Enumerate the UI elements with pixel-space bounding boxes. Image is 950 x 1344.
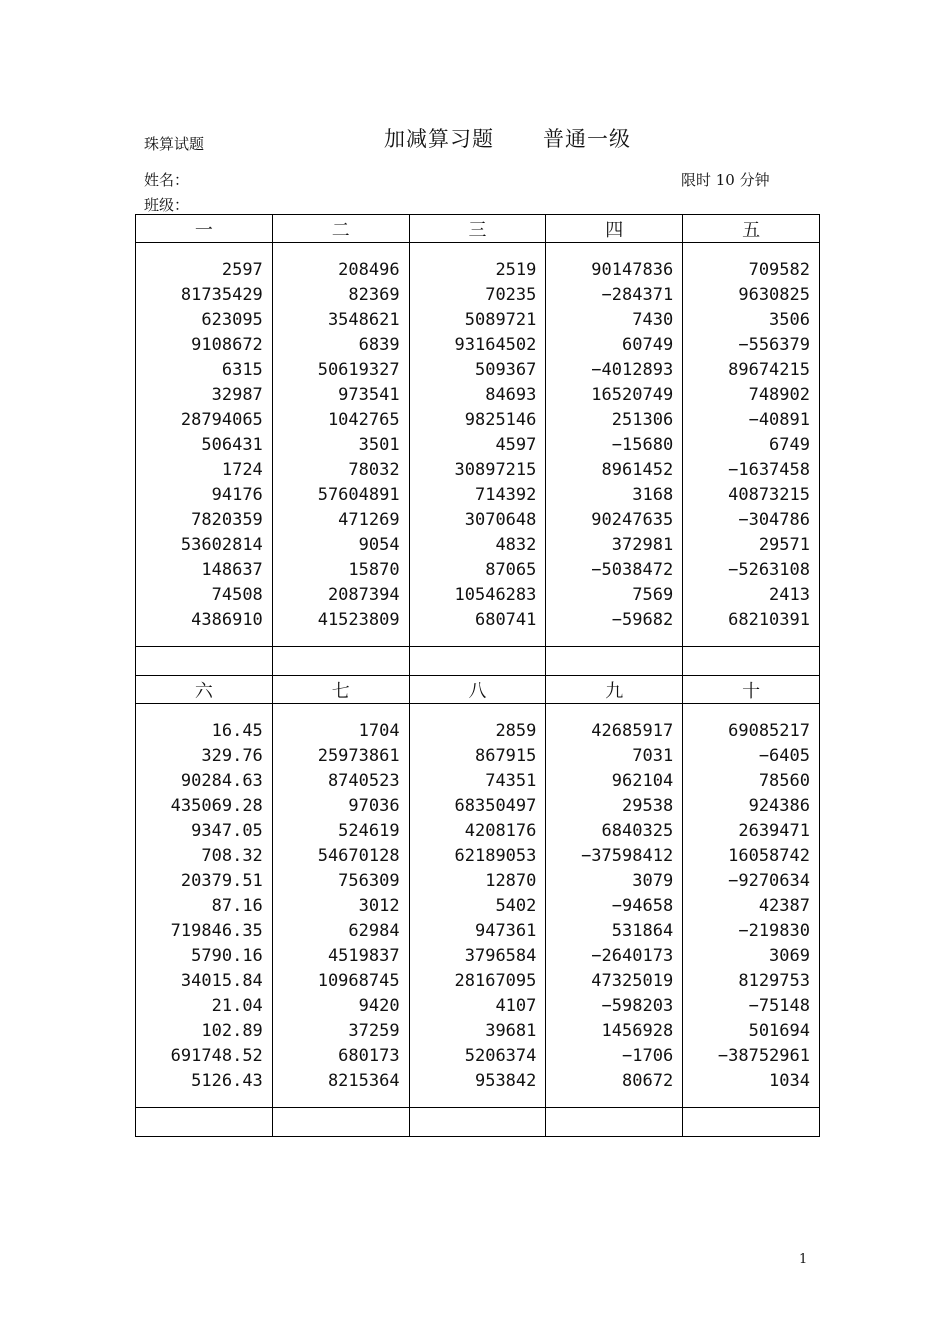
number-entry: 60749 — [622, 335, 674, 355]
number-entry: 21.04 — [211, 996, 263, 1016]
answer-cell[interactable] — [546, 647, 683, 676]
answer-cell[interactable] — [409, 647, 546, 676]
number-entry: 623095 — [201, 310, 263, 330]
number-entry: 10546283 — [454, 585, 537, 605]
number-entry: −1706 — [622, 1046, 674, 1066]
number-entry: 16.45 — [211, 721, 263, 741]
answer-cell[interactable] — [683, 647, 820, 676]
number-entry: 3079 — [632, 871, 674, 891]
number-entry: 148637 — [201, 560, 263, 580]
number-entry: 50619327 — [317, 360, 400, 380]
answer-row — [136, 1108, 820, 1137]
number-entry: 3012 — [358, 896, 400, 916]
number-entry: 3069 — [769, 946, 810, 966]
column-header: 八 — [409, 676, 546, 704]
number-entry: 506431 — [201, 435, 263, 455]
number-entry: 2413 — [769, 585, 810, 605]
problem-column — [136, 704, 272, 1094]
number-entry: 4519837 — [327, 946, 400, 966]
number-entry: 90247635 — [591, 510, 674, 530]
number-entry: 16058742 — [728, 846, 810, 866]
number-entry: 8215364 — [327, 1071, 400, 1091]
number-entry: 5790.16 — [191, 946, 263, 966]
number-entry: 62189053 — [454, 846, 537, 866]
problem-column — [273, 704, 409, 1094]
number-entry: 2519 — [495, 260, 537, 280]
number-entry: −5263108 — [728, 560, 810, 580]
number-entry: −284371 — [601, 285, 674, 305]
number-entry: 25973861 — [317, 746, 400, 766]
answer-cell[interactable] — [409, 1108, 546, 1137]
number-entry: 8740523 — [327, 771, 400, 791]
number-entry: 7430 — [632, 310, 674, 330]
number-entry: 1042765 — [327, 410, 400, 430]
number-entry: 30897215 — [454, 460, 537, 480]
number-entry: 54670128 — [317, 846, 400, 866]
number-entry: 87.16 — [211, 896, 263, 916]
class-label: 班级： — [144, 196, 190, 214]
number-entry: 74508 — [211, 585, 263, 605]
number-entry: −2640173 — [591, 946, 674, 966]
number-entry: 12870 — [485, 871, 537, 891]
problem-table-2 — [135, 675, 820, 1137]
number-entry: 947361 — [474, 921, 537, 941]
column-header-row — [136, 215, 820, 243]
number-entry: 953842 — [474, 1071, 537, 1091]
answer-cell[interactable] — [136, 647, 273, 676]
number-entry: 714392 — [474, 485, 537, 505]
number-entry: 531864 — [611, 921, 674, 941]
number-entry: 15870 — [348, 560, 400, 580]
number-entry: 32987 — [211, 385, 263, 405]
number-entry: 40873215 — [728, 485, 810, 505]
number-entry: 6839 — [358, 335, 400, 355]
page-title: 加减算习题 — [384, 127, 494, 151]
column-header: 四 — [546, 215, 683, 243]
number-entry: 47325019 — [591, 971, 674, 991]
number-entry: 680173 — [338, 1046, 400, 1066]
number-entry: 5206374 — [464, 1046, 537, 1066]
number-entry: 748902 — [748, 385, 810, 405]
number-entry: 691748.52 — [170, 1046, 263, 1066]
number-entry: −9270634 — [728, 871, 810, 891]
number-entry: 70235 — [485, 285, 537, 305]
number-entry: −4012893 — [591, 360, 674, 380]
number-entry: 251306 — [611, 410, 674, 430]
number-entry: 81735429 — [180, 285, 263, 305]
column-header: 九 — [546, 676, 683, 704]
number-entry: 37259 — [348, 1021, 400, 1041]
number-entry: 102.89 — [201, 1021, 263, 1041]
number-entry: −40891 — [748, 410, 810, 430]
number-entry: 709582 — [748, 260, 810, 280]
number-entry: −6405 — [758, 746, 810, 766]
number-entry: 3168 — [632, 485, 674, 505]
number-entry: 708.32 — [201, 846, 263, 866]
number-entry: 20379.51 — [180, 871, 263, 891]
number-entry: 6840325 — [601, 821, 674, 841]
number-entry: 6315 — [221, 360, 263, 380]
number-entry: 208496 — [338, 260, 400, 280]
number-entry: −15680 — [611, 435, 674, 455]
time-limit: 限时 10 分钟 — [681, 171, 770, 189]
number-entry: 719846.35 — [170, 921, 263, 941]
number-entry: 973541 — [338, 385, 400, 405]
number-entry: 756309 — [338, 871, 400, 891]
number-entry: 867915 — [474, 746, 537, 766]
problem-column — [546, 243, 682, 633]
number-entry: 97036 — [348, 796, 400, 816]
problem-column — [136, 243, 272, 633]
number-entry: 9108672 — [191, 335, 263, 355]
number-entry: 329.76 — [201, 746, 263, 766]
number-entry: 7569 — [632, 585, 674, 605]
number-entry: 2087394 — [327, 585, 400, 605]
number-entry: 16520749 — [591, 385, 674, 405]
number-entry: 4208176 — [464, 821, 537, 841]
number-entry: 680741 — [474, 610, 537, 630]
number-entry: 4107 — [495, 996, 537, 1016]
number-entry: 74351 — [485, 771, 537, 791]
number-entry: −94658 — [611, 896, 674, 916]
column-header: 十 — [683, 676, 820, 704]
number-entry: 4832 — [495, 535, 537, 555]
column-header: 七 — [272, 676, 409, 704]
number-entry: 5126.43 — [191, 1071, 263, 1091]
number-entry: 39681 — [485, 1021, 537, 1041]
number-entry: 78560 — [758, 771, 810, 791]
number-entry: 90284.63 — [180, 771, 263, 791]
number-entry: 9420 — [358, 996, 400, 1016]
number-entry: −598203 — [601, 996, 674, 1016]
number-entry: 9825146 — [464, 410, 537, 430]
problem-column — [410, 243, 546, 633]
number-entry: 1034 — [769, 1071, 810, 1091]
number-entry: 3501 — [358, 435, 400, 455]
number-entry: −219830 — [738, 921, 810, 941]
number-entry: 93164502 — [454, 335, 537, 355]
number-entry: 28167095 — [454, 971, 537, 991]
page-number: 1 — [799, 1252, 808, 1267]
column-header: 一 — [136, 215, 273, 243]
problem-column — [273, 243, 409, 633]
number-entry: 1456928 — [601, 1021, 674, 1041]
number-entry: 3070648 — [464, 510, 537, 530]
answer-row — [136, 647, 820, 676]
column-header: 二 — [272, 215, 409, 243]
answer-cell[interactable] — [546, 1108, 683, 1137]
number-entry: 5402 — [495, 896, 537, 916]
number-entry: 7031 — [632, 746, 674, 766]
number-entry: −38752961 — [717, 1046, 810, 1066]
number-entry: 78032 — [348, 460, 400, 480]
number-entry: 69085217 — [728, 721, 810, 741]
problem-row — [136, 243, 820, 647]
number-entry: −1637458 — [728, 460, 810, 480]
number-entry: 42387 — [758, 896, 810, 916]
number-entry: 2639471 — [738, 821, 810, 841]
number-entry: −5038472 — [591, 560, 674, 580]
problem-column — [410, 704, 546, 1094]
number-entry: 9347.05 — [191, 821, 263, 841]
number-entry: 42685917 — [591, 721, 674, 741]
number-entry: 9054 — [358, 535, 400, 555]
subject-label: 珠算试题 — [144, 135, 205, 153]
answer-cell[interactable] — [136, 1108, 273, 1137]
number-entry: −75148 — [748, 996, 810, 1016]
number-entry: 41523809 — [317, 610, 400, 630]
number-entry: −304786 — [738, 510, 810, 530]
name-label: 姓名： — [144, 171, 190, 189]
number-entry: 1724 — [221, 460, 263, 480]
number-entry: 29538 — [622, 796, 674, 816]
column-header: 五 — [683, 215, 820, 243]
number-entry: 10968745 — [317, 971, 400, 991]
number-entry: 924386 — [748, 796, 810, 816]
number-entry: 28794065 — [180, 410, 263, 430]
number-entry: 5089721 — [464, 310, 537, 330]
number-entry: 471269 — [338, 510, 400, 530]
problem-column — [683, 704, 819, 1094]
number-entry: 3506 — [769, 310, 810, 330]
problem-column — [683, 243, 819, 633]
number-entry: 3796584 — [464, 946, 537, 966]
number-entry: 53602814 — [180, 535, 263, 555]
number-entry: 8961452 — [601, 460, 674, 480]
number-entry: 372981 — [611, 535, 674, 555]
number-entry: 4386910 — [191, 610, 263, 630]
number-entry: 82369 — [348, 285, 400, 305]
answer-cell[interactable] — [683, 1108, 820, 1137]
level-label: 普通一级 — [543, 127, 631, 151]
number-entry: 34015.84 — [180, 971, 263, 991]
problem-column — [546, 704, 682, 1094]
column-header-row — [136, 676, 820, 704]
number-entry: 57604891 — [317, 485, 400, 505]
number-entry: 7820359 — [191, 510, 263, 530]
number-entry: 89674215 — [728, 360, 810, 380]
number-entry: 9630825 — [738, 285, 810, 305]
number-entry: 509367 — [474, 360, 537, 380]
number-entry: 80672 — [622, 1071, 674, 1091]
number-entry: 90147836 — [591, 260, 674, 280]
number-entry: 68350497 — [454, 796, 537, 816]
number-entry: 4597 — [495, 435, 537, 455]
number-entry: 8129753 — [738, 971, 810, 991]
answer-cell[interactable] — [272, 647, 409, 676]
number-entry: 84693 — [485, 385, 537, 405]
number-entry: 2859 — [495, 721, 537, 741]
number-entry: 524619 — [338, 821, 400, 841]
number-entry: 3548621 — [327, 310, 400, 330]
column-header: 三 — [409, 215, 546, 243]
number-entry: 94176 — [211, 485, 263, 505]
number-entry: 68210391 — [728, 610, 810, 630]
number-entry: 87065 — [485, 560, 537, 580]
column-header: 六 — [136, 676, 273, 704]
number-entry: 2597 — [221, 260, 263, 280]
problem-row — [136, 704, 820, 1108]
number-entry: 962104 — [611, 771, 674, 791]
number-entry: 1704 — [358, 721, 400, 741]
number-entry: −556379 — [738, 335, 810, 355]
problem-table-1 — [135, 214, 820, 676]
number-entry: 6749 — [769, 435, 810, 455]
answer-cell[interactable] — [272, 1108, 409, 1137]
number-entry: 29571 — [758, 535, 810, 555]
number-entry: 435069.28 — [170, 796, 263, 816]
number-entry: −37598412 — [581, 846, 674, 866]
number-entry: −59682 — [611, 610, 674, 630]
number-entry: 501694 — [748, 1021, 810, 1041]
number-entry: 62984 — [348, 921, 400, 941]
